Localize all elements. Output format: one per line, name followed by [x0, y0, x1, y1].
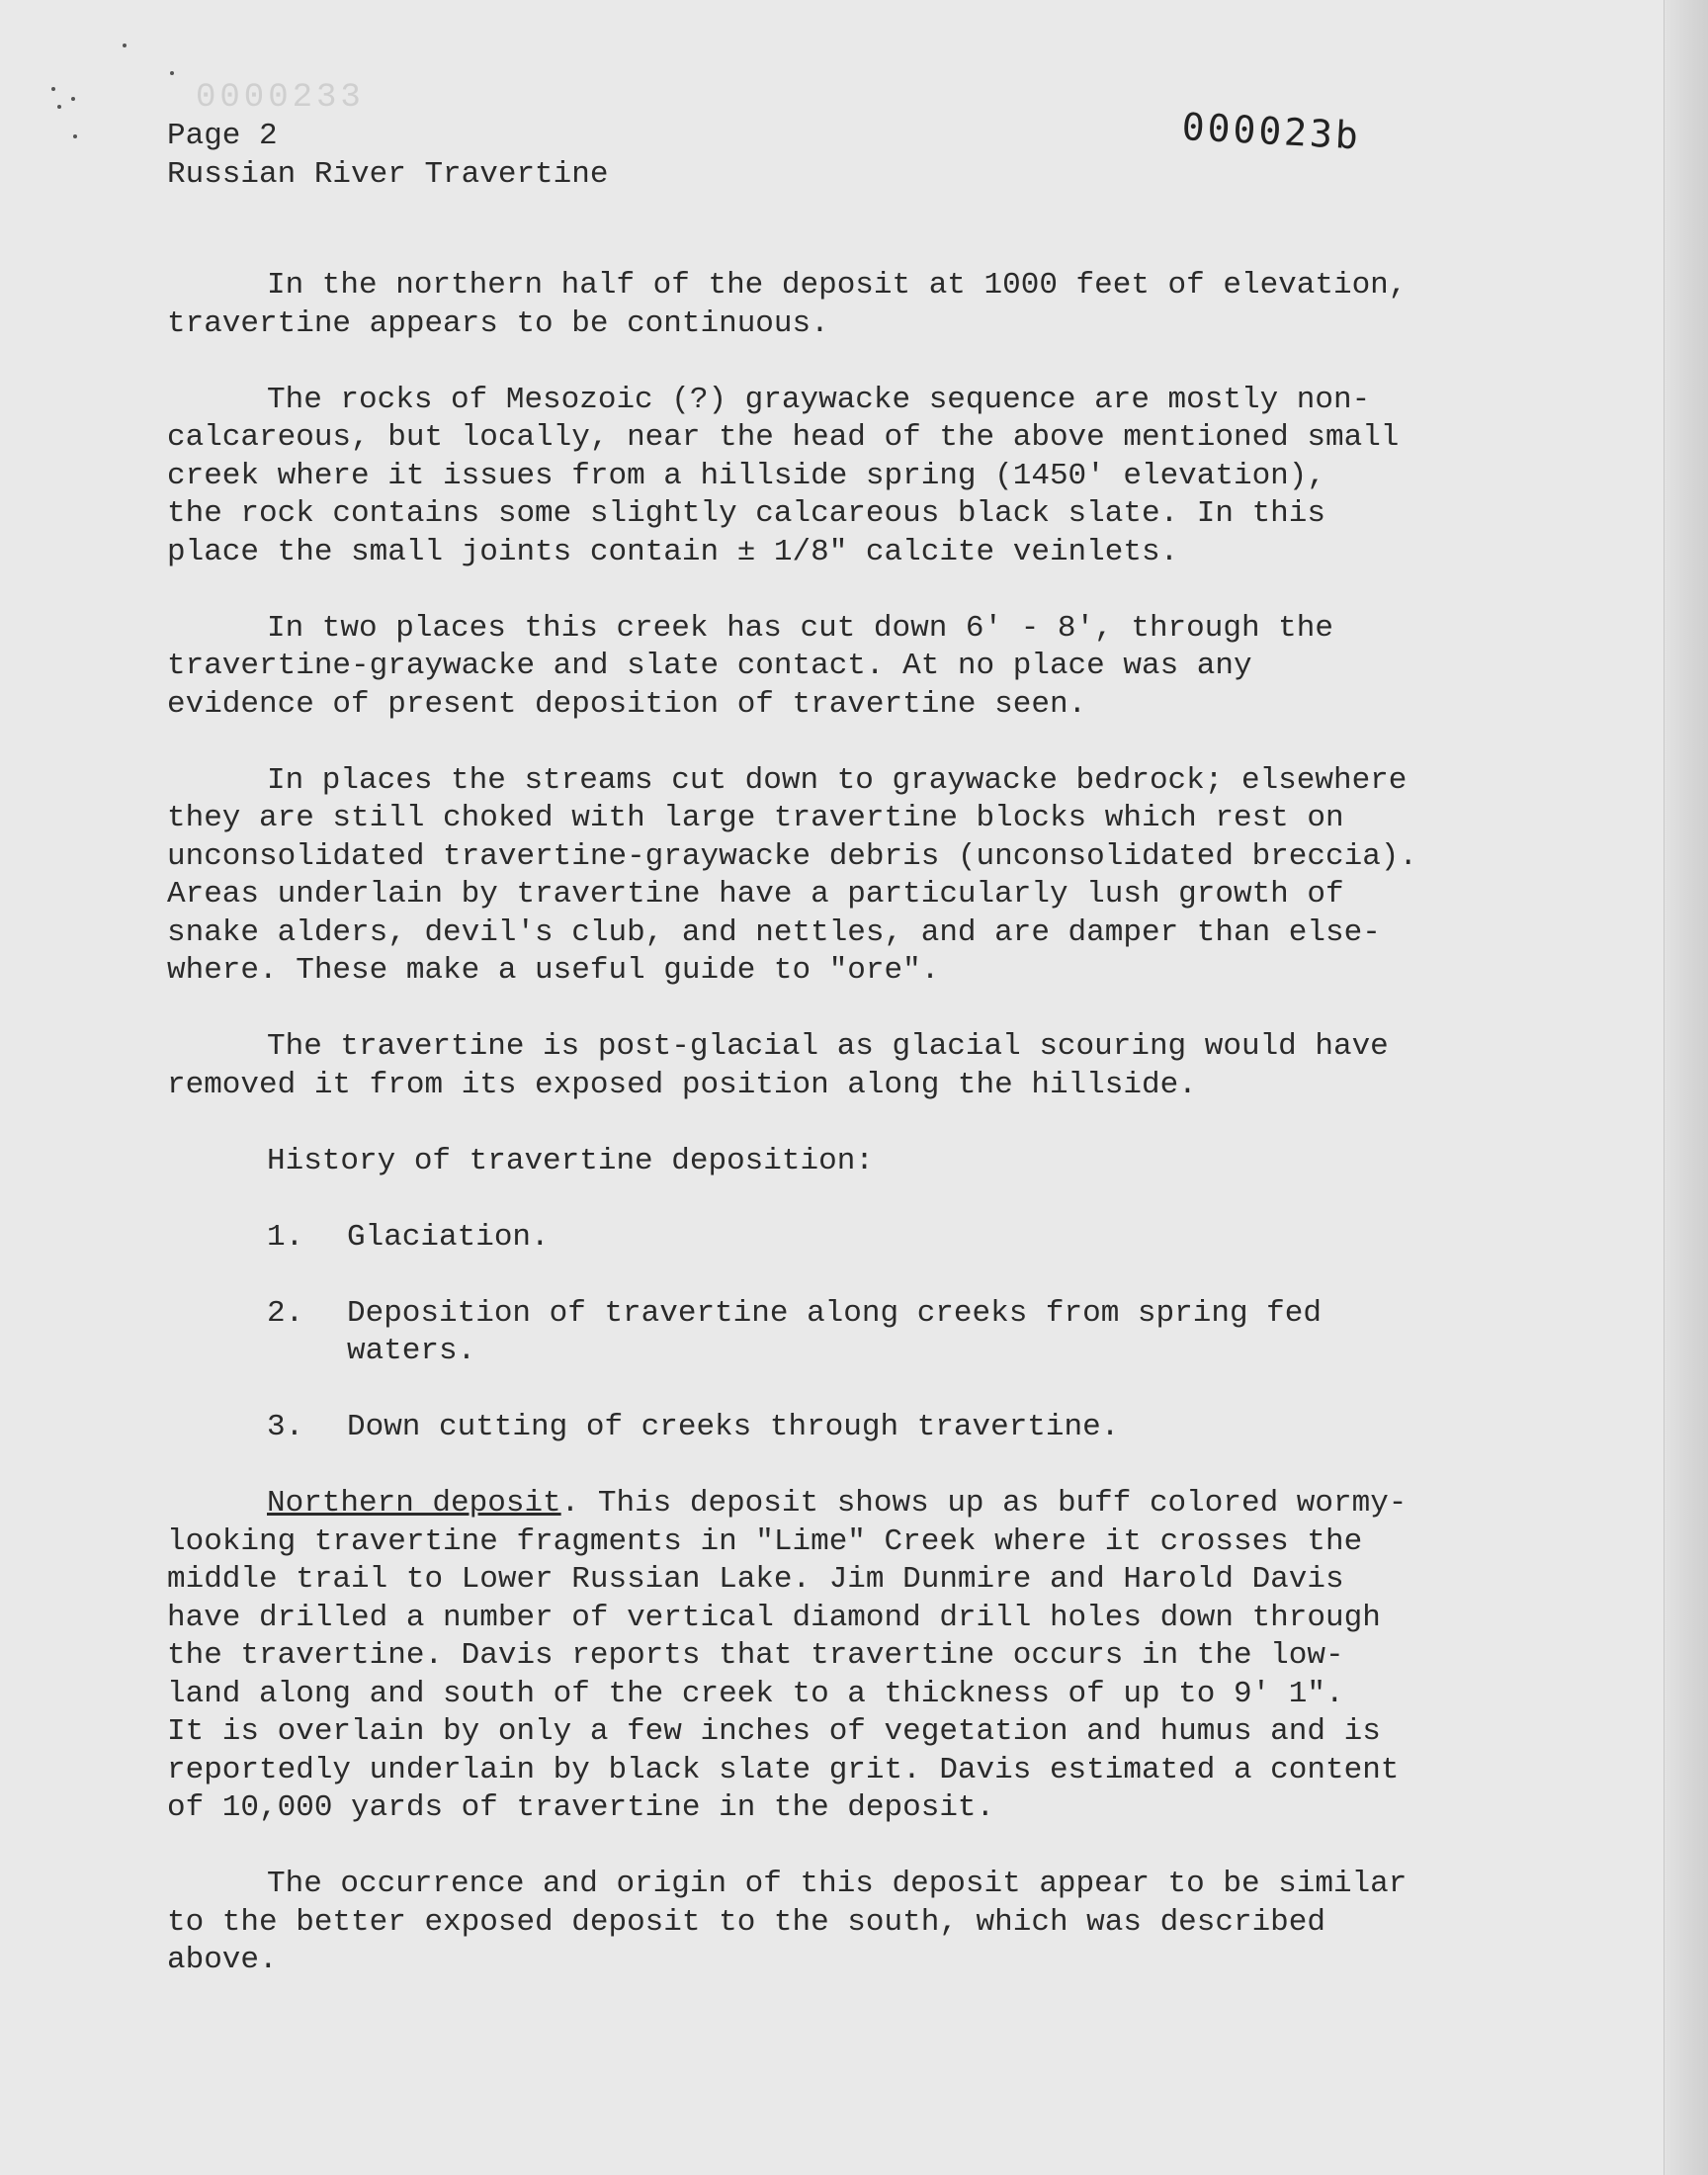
- paragraph: In the northern half of the deposit at 1000 feet of elevation, travertine appears to be continuous.: [167, 268, 1408, 341]
- document-body: [167, 267, 1531, 2018]
- scan-speck: [71, 97, 75, 101]
- list-item-number: 2.: [267, 1295, 304, 1331]
- list-item-text: Down cutting of creeks through travertine.: [347, 1410, 1120, 1444]
- stamped-document-number: 000023b: [1180, 105, 1362, 158]
- scan-speck: [123, 44, 127, 47]
- list-item: [267, 1219, 1531, 1258]
- page-header: [167, 117, 608, 194]
- list-item-number: 3.: [267, 1410, 304, 1444]
- scan-speck: [57, 105, 61, 109]
- list-item: [267, 1295, 1531, 1371]
- document-title: Russian River Travertine: [167, 157, 609, 192]
- list-item: [267, 1409, 1531, 1447]
- list-item-text: Glaciation.: [347, 1219, 550, 1255]
- scan-speck: [51, 87, 55, 91]
- bleed-through-number: 0000233: [196, 79, 365, 117]
- list-item-text: Deposition of travertine along creeks from spring fed waters.: [347, 1295, 1322, 1368]
- northern-deposit-text: . This deposit shows up as buff colored wormy- looking travertine fragments in "Lime" Creek where it crosses the middle trail to Lower Russian Lake. Jim Dunmire and Harold Davis have drilled a number of vertical diamond drill holes down through the travertine. Davis reports that travertine occurs in the low- land along and south of the creek to a thickness of up to 9' 1". It is overlain by only a few inches of vegetation and humus and is reportedly underlain by black slate grit. Davis estimated a content of 10,000 yards of travertine in the deposit.: [167, 1486, 1408, 1825]
- northern-deposit-heading: Northern deposit: [267, 1486, 561, 1521]
- paragraph: In two places this creek has cut down 6' - 8', through the travertine-graywacke and slate contact. At no place was any evidence of present deposition of travertine seen.: [167, 610, 1333, 722]
- history-heading: History of travertine deposition:: [267, 1143, 874, 1178]
- paragraph: In places the streams cut down to graywacke bedrock; elsewhere they are still choked with large travertine blocks which rest on unconsolidated travertine-graywacke debris (unconsolidated breccia). Areas underlain by travertine have a particularly lush growth of snake alders, devil's club, and nettles, and are damper than else- where. These make a useful guide to "ore".: [167, 762, 1418, 988]
- paragraph: The rocks of Mesozoic (?) graywacke sequence are mostly non- calcareous, but locally, near the head of the above mentioned small creek where it issues from a hillside spring (1450' elevation), the rock contains some slightly calcareous black slate. In this place the small joints contain ± 1/8" calcite veinlets.: [167, 382, 1400, 569]
- page-number-label: Page 2: [167, 119, 278, 153]
- scan-speck: [170, 71, 174, 75]
- list-item-number: 1.: [267, 1219, 304, 1255]
- paragraph: The travertine is post-glacial as glacial scouring would have removed it from its exposed position along the hillside.: [167, 1029, 1389, 1102]
- paragraph: The occurrence and origin of this deposit appear to be similar to the better exposed deposit to the south, which was described above.: [167, 1867, 1408, 1977]
- page-edge-shadow: [1664, 0, 1708, 2175]
- scan-speck: [73, 134, 77, 138]
- northern-deposit-paragraph: [167, 1485, 1531, 1828]
